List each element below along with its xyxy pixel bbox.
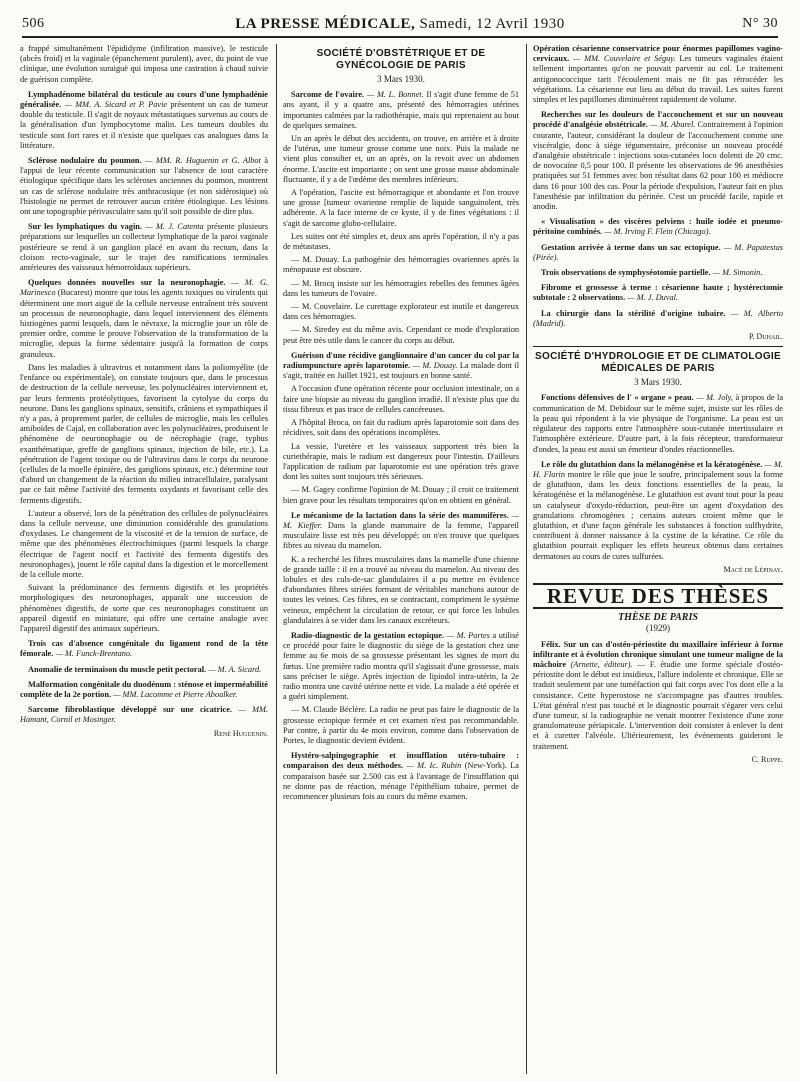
entry-author: — M. Alberto (Madrid). <box>533 308 783 328</box>
signature: C. Ruppe. <box>751 754 783 764</box>
entry-author: — M. Portes <box>446 630 490 640</box>
entry-author: — M. H. Flurin <box>533 459 783 479</box>
issue-number: N° 30 <box>742 16 778 31</box>
entry-title: Sclérose nodulaire du poumon. <box>28 156 142 166</box>
entry-text: a utilisé ce procédé pour faire le diagnostic du siège de la gestation chez une femme au 6e mois de sa grossesse présentant les signes de mort du fœtus. Une première radio montra qu'il s'agissait d'une grossesse, mais sans préciser le siège. Après injection de lipiodol intra-utérin, la 2e radio montra une cavité utérine nette et vide. La malade a été opérée et a guéri simplement. <box>283 630 519 702</box>
paragraph: Dans les maladies à ultravirus et notamment dans la poliomyélite (de l'enfance ou expérimentale), on constate toujours que, dans le processus de destruction de la cellule nerveuse, les polynucléaires interviennent et, par leurs ferments protéolytiques, favorisent la cytolyse du corps du neurone. Dans les ganglions spinaux, sensitifs, crâniens et sympathiques il n'y a pas, à proprement parler, de cellules de microglie, mais les cellules amiboïdes de Cajal, en collaboration avec les polynucléaires, produisent le phénomène de neuronophagie ou de nécrophagie (rage, typhus exanthématique, greffe de ganglions spinaux, injection de bile, etc.). La pénétration de l'agent toxique ou de l'ultravirus dans le corps du neurone (cellules de la moelle épinière, des ganglions spinaux, etc.) détermine tout d'abord un changement de la réaction du milieu intracellulaire, paralysant par ce fait même l'activité des ferments oxydants et favorisant celle des ferments digestifs. <box>20 362 268 505</box>
entry-title: Fonctions défensives de l' « organe » peau. <box>541 393 694 403</box>
column-3 <box>533 44 783 1074</box>
entry <box>20 278 268 360</box>
entry <box>533 393 783 454</box>
entry-text: La malade dont il s'agit, traitée en Juillet 1921, est toujours en bonne santé. <box>283 361 519 381</box>
entry <box>533 268 783 278</box>
entry-author: — MM. Hamant, Cornil et Mosinger. <box>20 705 268 725</box>
entry-title: Quelques données nouvelles sur la neuronophagie. <box>28 278 226 288</box>
paragraph: — M. Claude Béclère. La radio ne peut pas faire le diagnostic de la grossesse ectopique fermée et cet examen n'est pas recommandable. Par contre, à partir du 4e mois environ, comme dans l'observation de Portes, le diagnostic devient évident. <box>283 705 519 745</box>
entry <box>20 156 268 217</box>
entry-title: Félix. Sur un cas d'ostéo-périostite du maxillaire inférieur à forme infiltrante et à évolution chronique simulant une tumeur maligne de la mâchoire <box>533 639 783 669</box>
section-date: 3 Mars 1930. <box>377 74 425 84</box>
entry-text: présente plusieurs préparations sur lesquelles un collecteur lymphatique de la paroi vaginale postérieure se rend à un ganglion placé en avant du rectum, dans la cloison recto-vaginale, sur le trajet des ramifications terminales antérieures des vaisseaux hémorroïdaux supérieurs. <box>20 222 268 273</box>
page-number: 506 <box>22 16 45 31</box>
paragraph: Un an après le début des accidents, on trouve, en arrière et à droite de l'utérus, une tumeur grosse comme une noix. Puis la malade ne vient plus consulter et, un an après, on la revoit avec un abdomen énorme. L'ascite est importante ; on sent une grosse masse abdominale fluctuante, il y a de l'œdème des membres inférieurs. <box>283 134 519 184</box>
journal-title <box>22 16 778 33</box>
entry-title: Trois observations de symphyséotomie partielle. <box>541 268 711 278</box>
entry-title: Opération césarienne conservatrice pour énormes papillomes vagino-cervicaux. <box>533 44 783 64</box>
paragraph: La vessie, l'uretère et les vaisseaux supportent très bien la curiethérapie, mais le radium est dangereux pour l'intestin. D'ailleurs l'application de radium par laparotomie est une opération très grave dont les suites sont toujours très sérieuses. <box>283 441 519 482</box>
entry-text: à l'appui de leur récente communication sur l'absence de tout caractère étiologique spécifique dans les scléroses anciennes du poumon, montrent un cas de sclérose nodulaire très anthracosique (et non sidérosique) où l'histologie ne permet de retrouver aucun critère étiologique. Les lésions ont une topographie périvasculaire sans qu'il soit possible de dire plus. <box>20 156 268 217</box>
entry-author: — M. Irving F. Flein (Chicago). <box>604 227 711 237</box>
entry-author: — M. Papatestas (Pirée). <box>533 242 783 262</box>
entry <box>533 460 783 562</box>
journal-name: LA PRESSE MÉDICALE, <box>235 16 416 32</box>
entry <box>20 665 268 675</box>
paragraph: A l'opération, l'ascite est hémorragique et abondante et l'on trouve une grosse [tumeur ovarienne remplie de liquide sanguinolent, très adhérente. A la face interne de ce kyste, il y de fines végétations : il s'agit de sarcome globo-cellulaire. <box>283 188 519 228</box>
entry-text: Les tumeurs vaginales étaient tellement importantes qu'on ne pouvait parvenir au col. Le traitement antigonococcique tarit l'écoulement mais ne fit pas rétrocéder les végétations. La césarienne eut lieu au début du travail. Les suites furent simples et les papillomes diminuèrent rapidement de volume. <box>533 54 783 105</box>
entry <box>20 639 268 659</box>
entry-title: Gestation arrivée à terme dans un sac ectopique. <box>541 242 721 252</box>
entry-author: — M. J. Duval. <box>627 293 678 303</box>
entry-title: Sarcome de l'ovaire. <box>291 90 365 100</box>
entry-title: Sarcome fibroblastique développé sur une cicatrice. <box>28 705 232 715</box>
entry <box>533 217 783 237</box>
entry <box>20 680 268 700</box>
paragraph: — M. Gagey confirme l'opinion de M. Douay ; il croit ce traitement bien grave pour les résultats temporaires qu'on en obtient en général. <box>283 485 519 505</box>
entry-title: Radio-diagnostic de la gestation ectopique. <box>291 630 445 640</box>
entry-title: Sur les lymphatiques du vagin. <box>28 222 142 232</box>
entry-title: Anomalie de terminaison du muscle petit pectoral. <box>28 664 207 674</box>
section-title: SOCIÉTÉ D'OBSTÉTRIQUE ET DE GYNÉCOLOGIE DE PARIS <box>316 48 486 71</box>
entry <box>283 351 519 382</box>
revue-heading: REVUE DES THÈSES <box>533 583 783 609</box>
these-year: (1929) <box>646 623 670 634</box>
entry-author: — M. A. Sicard. <box>208 664 262 674</box>
paragraph: — M. Brocq insiste sur les hémorragies rebelles des femmes âgées dans les tumeurs de l'ovaire. <box>283 278 519 298</box>
section-divider <box>533 346 783 347</box>
entry-author: — M. J. Catenta <box>145 222 204 232</box>
column-2 <box>283 44 519 1074</box>
entry-author: — MM. Couvelaire et Séguy. <box>573 54 676 64</box>
entry-title: Le rôle du glutathion dans la mélanogénèse et la kératogénèse. <box>541 459 763 469</box>
column-rule <box>276 44 277 1074</box>
entry-author: — M. Joly, <box>696 393 733 403</box>
entry-author: — M. Funck-Brentano. <box>55 649 133 659</box>
entry <box>20 222 268 273</box>
entry-text: Il s'agit d'une femme de 51 ans ayant, il y a quatre ans, présenté des hémorragies utérines importantes calmées par la radiothérapie, mais qui reprenaient au bout de quelques semaines. <box>283 90 519 130</box>
paragraph: Suivant la prédominance des ferments digestifs et les propriétés morphologiques des neuronophages, apparaît une succession de phénomènes digestifs, de sorte que ces neuronophages constituent un appareil digestif en miniature, qui offre une certaine analogie avec l'appareil digestif des animaux supérieurs. <box>20 583 268 633</box>
entry <box>533 640 783 752</box>
entry-author: — M. L. Bonnet. <box>366 90 424 100</box>
issue-date: Samedi, 12 Avril 1930 <box>419 16 565 32</box>
entry-author: — M. G. Marinesco <box>20 278 268 298</box>
paragraph: a frappé simultanément l'épididyme (infiltration massive), le testicule (abcès froid) et la vaginale (épanchement purulent), avec, du point de vue clinique, une évolution suraiguë qui imposa une castration à chaud suivie de guérison complète. <box>20 44 268 84</box>
entry-author: — MM. A. Sicard et P. Pavie <box>64 100 168 110</box>
entry <box>20 90 268 151</box>
signature: Macé de Lépinay. <box>723 564 783 574</box>
entry-author: — M. Douay. <box>412 361 458 371</box>
entry-author: — M. Ic. Rubin <box>406 761 462 771</box>
paragraph: K. a recherché les fibres musculaires dans la mamelle d'une chienne de grande taille : il en a trouvé au niveau du mamelon. Au niveau des lobules et des culs-de-sac glandulaires il a pu mettre en évidence d'abondantes fibres striées formant de véritables manchons autour de toutes les veines. Ces fibres, en se contractant, compriment le système veineux, empêchent la circulation de retour, ce qui force les lobules glandulaires à se vider dans les canaux excréteurs. <box>283 554 519 625</box>
entry-text: (Bucarest) montre que tous les agents toxiques ou virulents qui déterminent une mort aiguë de la cellule nerveuse entraînent très souvent un processus de neuronophagie, dans lequel interviennent des éléments histiogènes parmi lesquels, dans le névraxe, la microglie joue un rôle de premier ordre, comme le prouve l'observation de la transformation de la microglie, depuis la forme sédentaire jusqu'à la formation de corps granuleux. <box>20 288 268 359</box>
entry-title: Guérison d'une récidive ganglionnaire d'un cancer du col par la radiumpuncture après laparotomie. <box>283 350 519 371</box>
column-1 <box>20 44 268 1074</box>
paragraph: L'auteur a observé, lors de la pénétration des cellules de polynucléaires dans la cellule nerveuse, une diminution considérable des granulations d'oxydases. Le changement de la viscosité et de la tension de surface, de même que des phénomènes électrochimiques (parmi lesquels la charge électrique de l'agent nocif et l'activité des ferments digestifs des neuronophages), jouent le rôle capital dans la digestion et le morcellement de la cellule morte. <box>20 508 268 579</box>
entry-title: Recherches sur les douleurs de l'accouchement et sur un nouveau procédé d'analgésie obstétricale. <box>533 110 783 130</box>
entry-title: Trois cas d'absence congénitale du ligament rond de la tête fémorale. <box>20 639 268 659</box>
page-header <box>22 8 778 38</box>
entry-title: Malformation congénitale du duodénum : sténose et imperméabilité complète de la 2e portion. <box>20 679 268 699</box>
paragraph: A l'occasion d'une opération récente pour occlusion intestinale, on a faire une biopsie au niveau du ganglion irradié. Il n'existe plus que du tissu fibreux et pas trace de cellules cancéreuses. <box>283 384 519 414</box>
entry <box>283 631 519 702</box>
entry-title: Fibrome et grossesse à terme : césarienne haute ; hystérectomie subtotale : 2 observations. <box>533 283 783 303</box>
entry <box>20 705 268 725</box>
section-date: 3 Mars 1930. <box>634 377 682 388</box>
section-title: SOCIÉTÉ D'HYDROLOGIE ET DE CLIMATOLOGIE MÉDICALES DE PARIS <box>535 351 781 375</box>
paragraph: — M. Couvelaire. Le curettage explorateur est inutile et dangereux dans ces hémorragies. <box>283 302 519 322</box>
paragraph: Les suites ont été simples et, deux ans après l'opération, il n'y a pas de métastases. <box>283 231 519 252</box>
paragraph: A l'hôpital Broca, on fait du radium après laparotomie soit dans des récidives, soit dans des opérations incomplètes. <box>283 418 519 438</box>
entry <box>533 110 783 212</box>
entry-title: Le mécanisme de la lactation dans la série des mammifères. <box>291 510 509 520</box>
entry <box>283 751 519 802</box>
these-heading: THÈSE DE PARIS <box>618 612 698 624</box>
entry-author: — M. Aburel. <box>650 120 696 130</box>
entry <box>533 309 783 329</box>
entry-author: — M. Kieffer. <box>283 510 519 530</box>
entry <box>283 90 519 131</box>
entry-text: présentent un cas de tumeur double du testicule. Il s'agit de noyaux métastatiques survenus au cours de la généralisation d'un lymphocytome malin. Les tumeurs doubles du testicule sont fort rares et il n'existe que quelques cas analogues dans la littérature. <box>20 100 268 150</box>
entry <box>533 283 783 303</box>
entry-title: Hystéro-salpingographie et insufflation utéro-tubaire : comparaison des deux méthodes. <box>283 751 519 771</box>
entry-text: à propos de la communication de M. Debidour sur le même sujet, insiste sur les rôles de la peau qui répondent à la vie physique de l'organisme. La peau est un régulateur des rapports entre l'atmosphère sous-cutanée intertissulaire et l'atmosphère extérieure. D'autre part, à la fois récepteur, transformateur d'ondes, la peau est aussi un émetteur d'ondes réactionnelles. <box>533 393 783 454</box>
entry <box>533 44 783 105</box>
paragraph: — M. Siredey est du même avis. Cependant ce mode d'exploration peut être très utile dans le cancer du corps au début. <box>283 325 519 345</box>
entry-author: — MM. R. Huguenin et G. Albot <box>145 156 261 166</box>
entry-title: Lymphadénome bilatéral du testicule au cours d'une lymphadénie généralisée. <box>20 89 268 110</box>
entry-text: Dans la glande mammaire de la femme, l'appareil musculaire lisse est très peu développé; on n'en trouve que quelques fibres au niveau du mamelon. <box>283 520 519 551</box>
entry-text: montre le rôle que joue le soufre, principalement sous la forme de glutathion, dans les deux fonctions essentielles de la peau, la kératogénèse et la mélanogénèse. Le glutathion est avant tout pour la peau un catalyseur d'oxydo-réduction, peut-être un agent d'oxydation des granulations chromogènes ; certains auteurs croient même que le glutathion, et d'une façon générale les substances à fonction sulfhydrite, contribuent à donner naissance à la cystine de la kératine. Ce rôle du glutathion pourrait expliquer les effets heureux obtenus dans certaines dermatoses au cours de cures sulfurées. <box>533 469 783 561</box>
entry <box>283 511 519 552</box>
signature: René Huguenin. <box>213 728 268 738</box>
signature: P. Duhail. <box>748 332 783 342</box>
entry-text: (New-York). La comparaison basée sur 2.500 cas est à l'avantage de l'insufflation qui ne donne pas de réaction, ménage l'épithélium tubaire, permet de recommencer plusieurs fois au cours du même examen. <box>283 761 519 801</box>
paragraph: — M. Douay. La pathogénie des hémorragies ovariennes après la ménopause est obscure. <box>283 255 519 275</box>
entry-text: Contrairement à l'opinion courante, l'auteur, considérant la douleur de l'accouchement comme une viscéralgie, donc à siège tégumentaire, préconise un nouveau procédé d'analgésie obstétricale : injections sous-cutanées loco dolenti de 20 cmc. de novocaïne 0,5 pour 100. Il présente les observations de 96 anesthésies pratiquées sur 51 femmes avec bon résultat dans 62 pour 100 et médiocre dans 16 pour 100 des cas. Pour la période d'expulsion, l'auteur fait en plus l'anesthésie par infiltration du périnée. C'est un procédé facile, rapide et anodin. <box>533 120 783 212</box>
entry-author: — M. Simonin. <box>712 268 763 278</box>
entry-title: « Visualisation » des viscères pelviens : huile iodée et pneumo-péritoine combinés. <box>533 217 783 237</box>
entry <box>533 243 783 263</box>
entry-author: — MM. Lacomme et Pierre Aboulker. <box>113 689 238 699</box>
entry-text: — F. étudie une forme spéciale d'ostéo-périostite dont le début est insidieux, l'allure indolente et chronique. Elle se traduit seulement par une tuméfaction qui fait corps avec l'os dont elle a la consistance. Cette hyperostose ne s'accompagne pas d'autres troubles. L'état général n'est pas touché et le diagnostic pourrait s'égarer vers celui d'une tumeur, si la radiographie ne venait montrer l'existence d'une zone granulomateuse périapicale. L'intervention doit consister à enlever la dent et à curetter l'alvéole. Ultérieurement, les événements guideront le traitement. <box>533 659 783 751</box>
entry-title: La chirurgie dans la stérilité d'origine tubaire. <box>541 308 726 318</box>
entry-author: (Arnette, éditeur). <box>570 659 633 669</box>
column-rule <box>526 44 527 1074</box>
